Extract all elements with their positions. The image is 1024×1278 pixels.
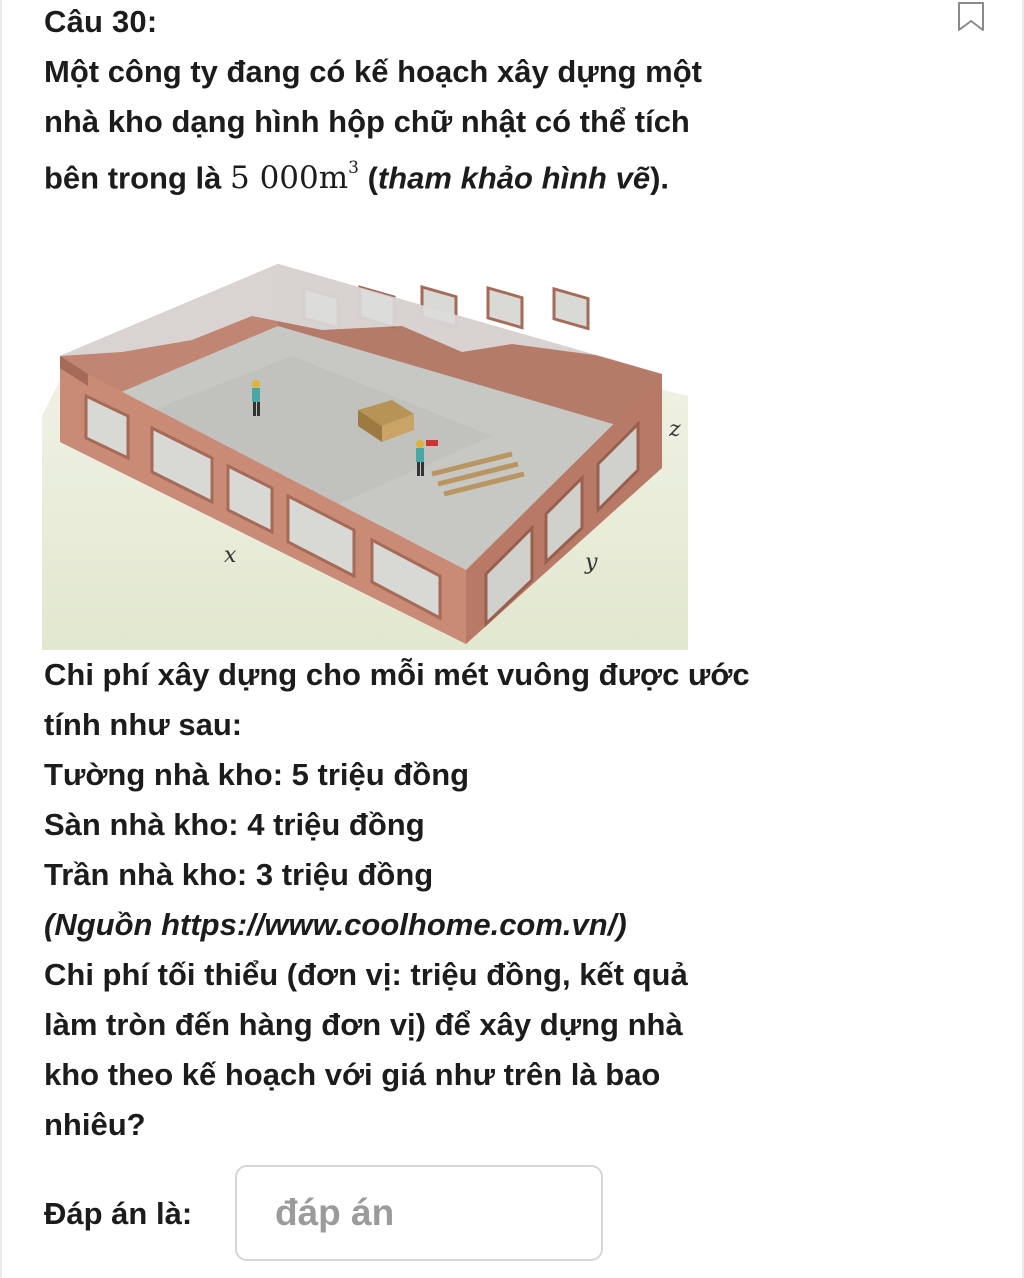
label-x: x: [224, 543, 237, 568]
warehouse-figure: [42, 256, 688, 650]
cost-floor: Sàn nhà kho: 4 triệu đồng: [44, 807, 425, 842]
worker: [252, 380, 260, 416]
intro-prefix: bên trong là: [44, 160, 230, 196]
source-line: (Nguồn https://www.coolhome.com.vn/): [44, 907, 627, 942]
ask-line: kho theo kế hoạch với giá như trên là bao: [44, 1057, 661, 1092]
volume-expression: [230, 160, 359, 196]
answer-label: Đáp án là:: [44, 1196, 193, 1231]
cost-line: Chi phí xây dựng cho mỗi mét vuông được ước: [44, 657, 750, 692]
left-edge-divider: [0, 0, 2, 1278]
cost-description: [44, 650, 750, 1150]
cost-line: tính như sau:: [44, 707, 243, 742]
ask-line: Chi phí tối thiểu (đơn vị: triệu đồng, kết quả: [44, 957, 688, 992]
volume-exponent: 3: [348, 158, 359, 178]
cost-wall: Tường nhà kho: 5 triệu đồng: [44, 757, 470, 792]
reference-note: tham khảo hình vẽ: [377, 160, 651, 196]
label-y: y: [585, 550, 598, 575]
answer-input[interactable]: [235, 1165, 603, 1261]
intro-line: Một công ty đang có kế hoạch xây dựng một: [44, 54, 703, 89]
cost-ceiling: Trần nhà kho: 3 triệu đồng: [44, 857, 434, 892]
intro-line-volume: [44, 147, 702, 203]
question-intro: [44, 47, 702, 203]
label-z: z: [669, 417, 681, 442]
question-title: Câu 30:: [44, 4, 158, 39]
paren-open: (: [358, 160, 378, 196]
volume-value: 5 000m: [230, 160, 349, 197]
ask-line: nhiêu?: [44, 1107, 146, 1142]
ask-line: làm tròn đến hàng đơn vị) để xây dựng nhà: [44, 1007, 683, 1042]
paren-close: ).: [650, 160, 670, 196]
bookmark-icon: [956, 2, 986, 32]
bookmark-button[interactable]: [956, 2, 986, 32]
intro-line: nhà kho dạng hình hộp chữ nhật có thể tích: [44, 104, 690, 139]
